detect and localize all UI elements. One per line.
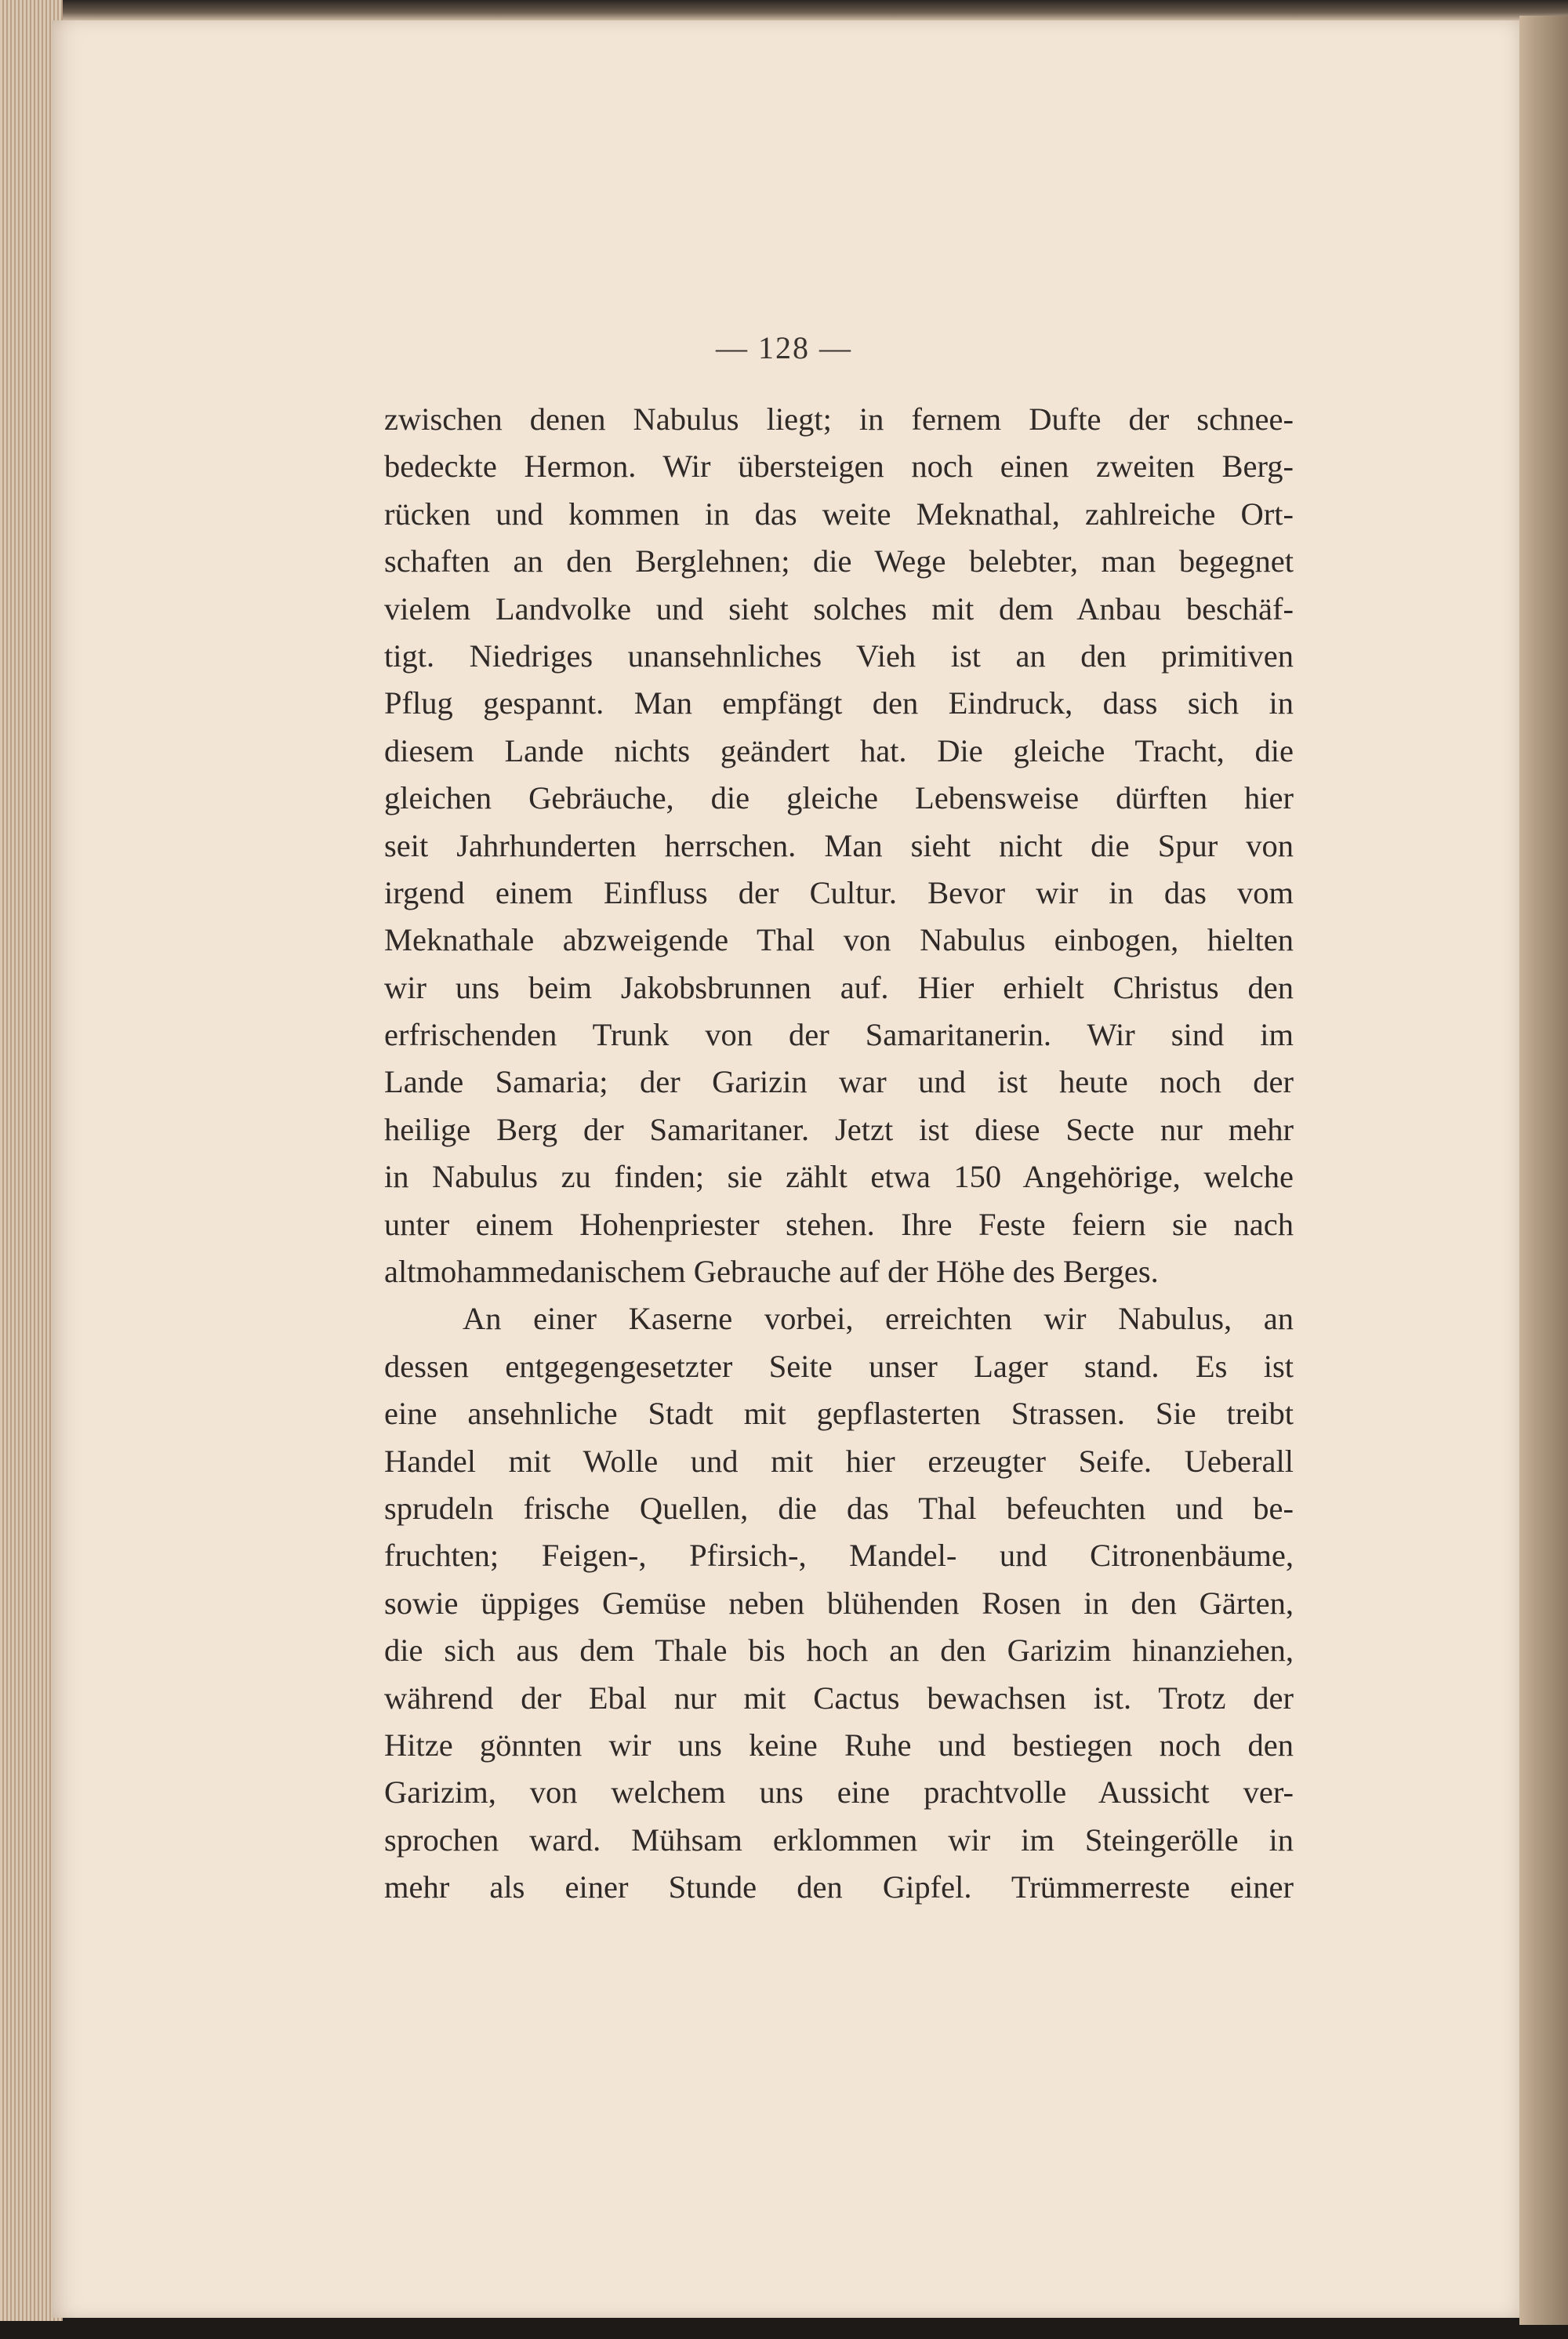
text-line: Pflug gespannt. Man empfängt den Eindruck, dass sich in bbox=[384, 685, 1294, 721]
paragraph-2 bbox=[384, 1295, 1294, 1911]
body-text bbox=[384, 396, 1294, 1912]
top-edge bbox=[0, 0, 1568, 20]
text-line: Hitze gönnten wir uns keine Ruhe und bestiegen noch den bbox=[384, 1727, 1294, 1763]
text-line: die sich aus dem Thale bis hoch an den Garizim hinanziehen, bbox=[384, 1633, 1294, 1669]
text-line: fruchten; Feigen-, Pfirsich-, Mandel- und Citronenbäume, bbox=[384, 1538, 1294, 1574]
text-line: diesem Lande nichts geändert hat. Die gleiche Tracht, die bbox=[384, 732, 1294, 768]
text-line: während der Ebal nur mit Cactus bewachsen ist. Trotz der bbox=[384, 1680, 1294, 1716]
text-line: dessen entgegengesetzter Seite unser Lager stand. Es ist bbox=[384, 1348, 1294, 1384]
text-line: bedeckte Hermon. Wir übersteigen noch einen zweiten Berg- bbox=[384, 449, 1294, 485]
text-line: wir uns beim Jakobsbrunnen auf. Hier erhielt Christus den bbox=[384, 969, 1294, 1005]
text-line: schaften an den Berglehnen; die Wege belebter, man begegnet bbox=[384, 543, 1294, 579]
text-line: Lande Samaria; der Garizin war und ist heute noch der bbox=[384, 1064, 1294, 1100]
text-line: unter einem Hohenpriester stehen. Ihre Feste feiern sie nach bbox=[384, 1206, 1294, 1242]
text-line: sowie üppiges Gemüse neben blühenden Rosen in den Gärten, bbox=[384, 1585, 1294, 1621]
text-line: erfrischenden Trunk von der Samaritanerin. Wir sind im bbox=[384, 1017, 1294, 1053]
page-number: — 128 — bbox=[716, 330, 852, 365]
text-line: mehr als einer Stunde den Gipfel. Trümmerreste einer bbox=[384, 1869, 1294, 1905]
text-line: eine ansehnliche Stadt mit gepflasterten Strassen. Sie treibt bbox=[384, 1396, 1294, 1432]
paragraph-1 bbox=[384, 396, 1294, 1295]
text-line: Handel mit Wolle und mit hier erzeugter Seife. Ueberall bbox=[384, 1443, 1294, 1479]
text-line: An einer Kaserne vorbei, erreichten wir Nabulus, an bbox=[463, 1301, 1294, 1337]
text-line: heilige Berg der Samaritaner. Jetzt ist diese Secte nur mehr bbox=[384, 1111, 1294, 1147]
text-line: Garizim, von welchem uns eine prachtvolle Aussicht ver- bbox=[384, 1774, 1294, 1811]
text-line: seit Jahrhunderten herrschen. Man sieht nicht die Spur von bbox=[384, 827, 1294, 863]
text-line: Meknathale abzweigende Thal von Nabulus einbogen, hielten bbox=[384, 922, 1294, 958]
text-line: vielem Landvolke und sieht solches mit dem Anbau beschäf- bbox=[384, 590, 1294, 627]
text-line: rücken und kommen in das weite Meknathal, zahlreiche Ort- bbox=[384, 496, 1294, 532]
text-line: gleichen Gebräuche, die gleiche Lebensweise dürften hier bbox=[384, 780, 1294, 816]
text-line: in Nabulus zu finden; sie zählt etwa 150 Angehörige, welche bbox=[384, 1159, 1294, 1195]
text-line: irgend einem Einfluss der Cultur. Bevor wir in das vom bbox=[384, 874, 1294, 910]
text-line: tigt. Niedriges unansehnliches Vieh ist an den primitiven bbox=[384, 637, 1294, 674]
text-line: sprudeln frische Quellen, die das Thal befeuchten und be- bbox=[384, 1490, 1294, 1526]
text-line: sprochen ward. Mühsam erklommen wir im Steingerölle in bbox=[384, 1821, 1294, 1858]
text-line: altmohammedanischem Gebrauche auf der Höhe des Berges. bbox=[384, 1254, 1159, 1290]
text-line: zwischen denen Nabulus liegt; in fernem Dufte der schnee- bbox=[384, 401, 1294, 437]
